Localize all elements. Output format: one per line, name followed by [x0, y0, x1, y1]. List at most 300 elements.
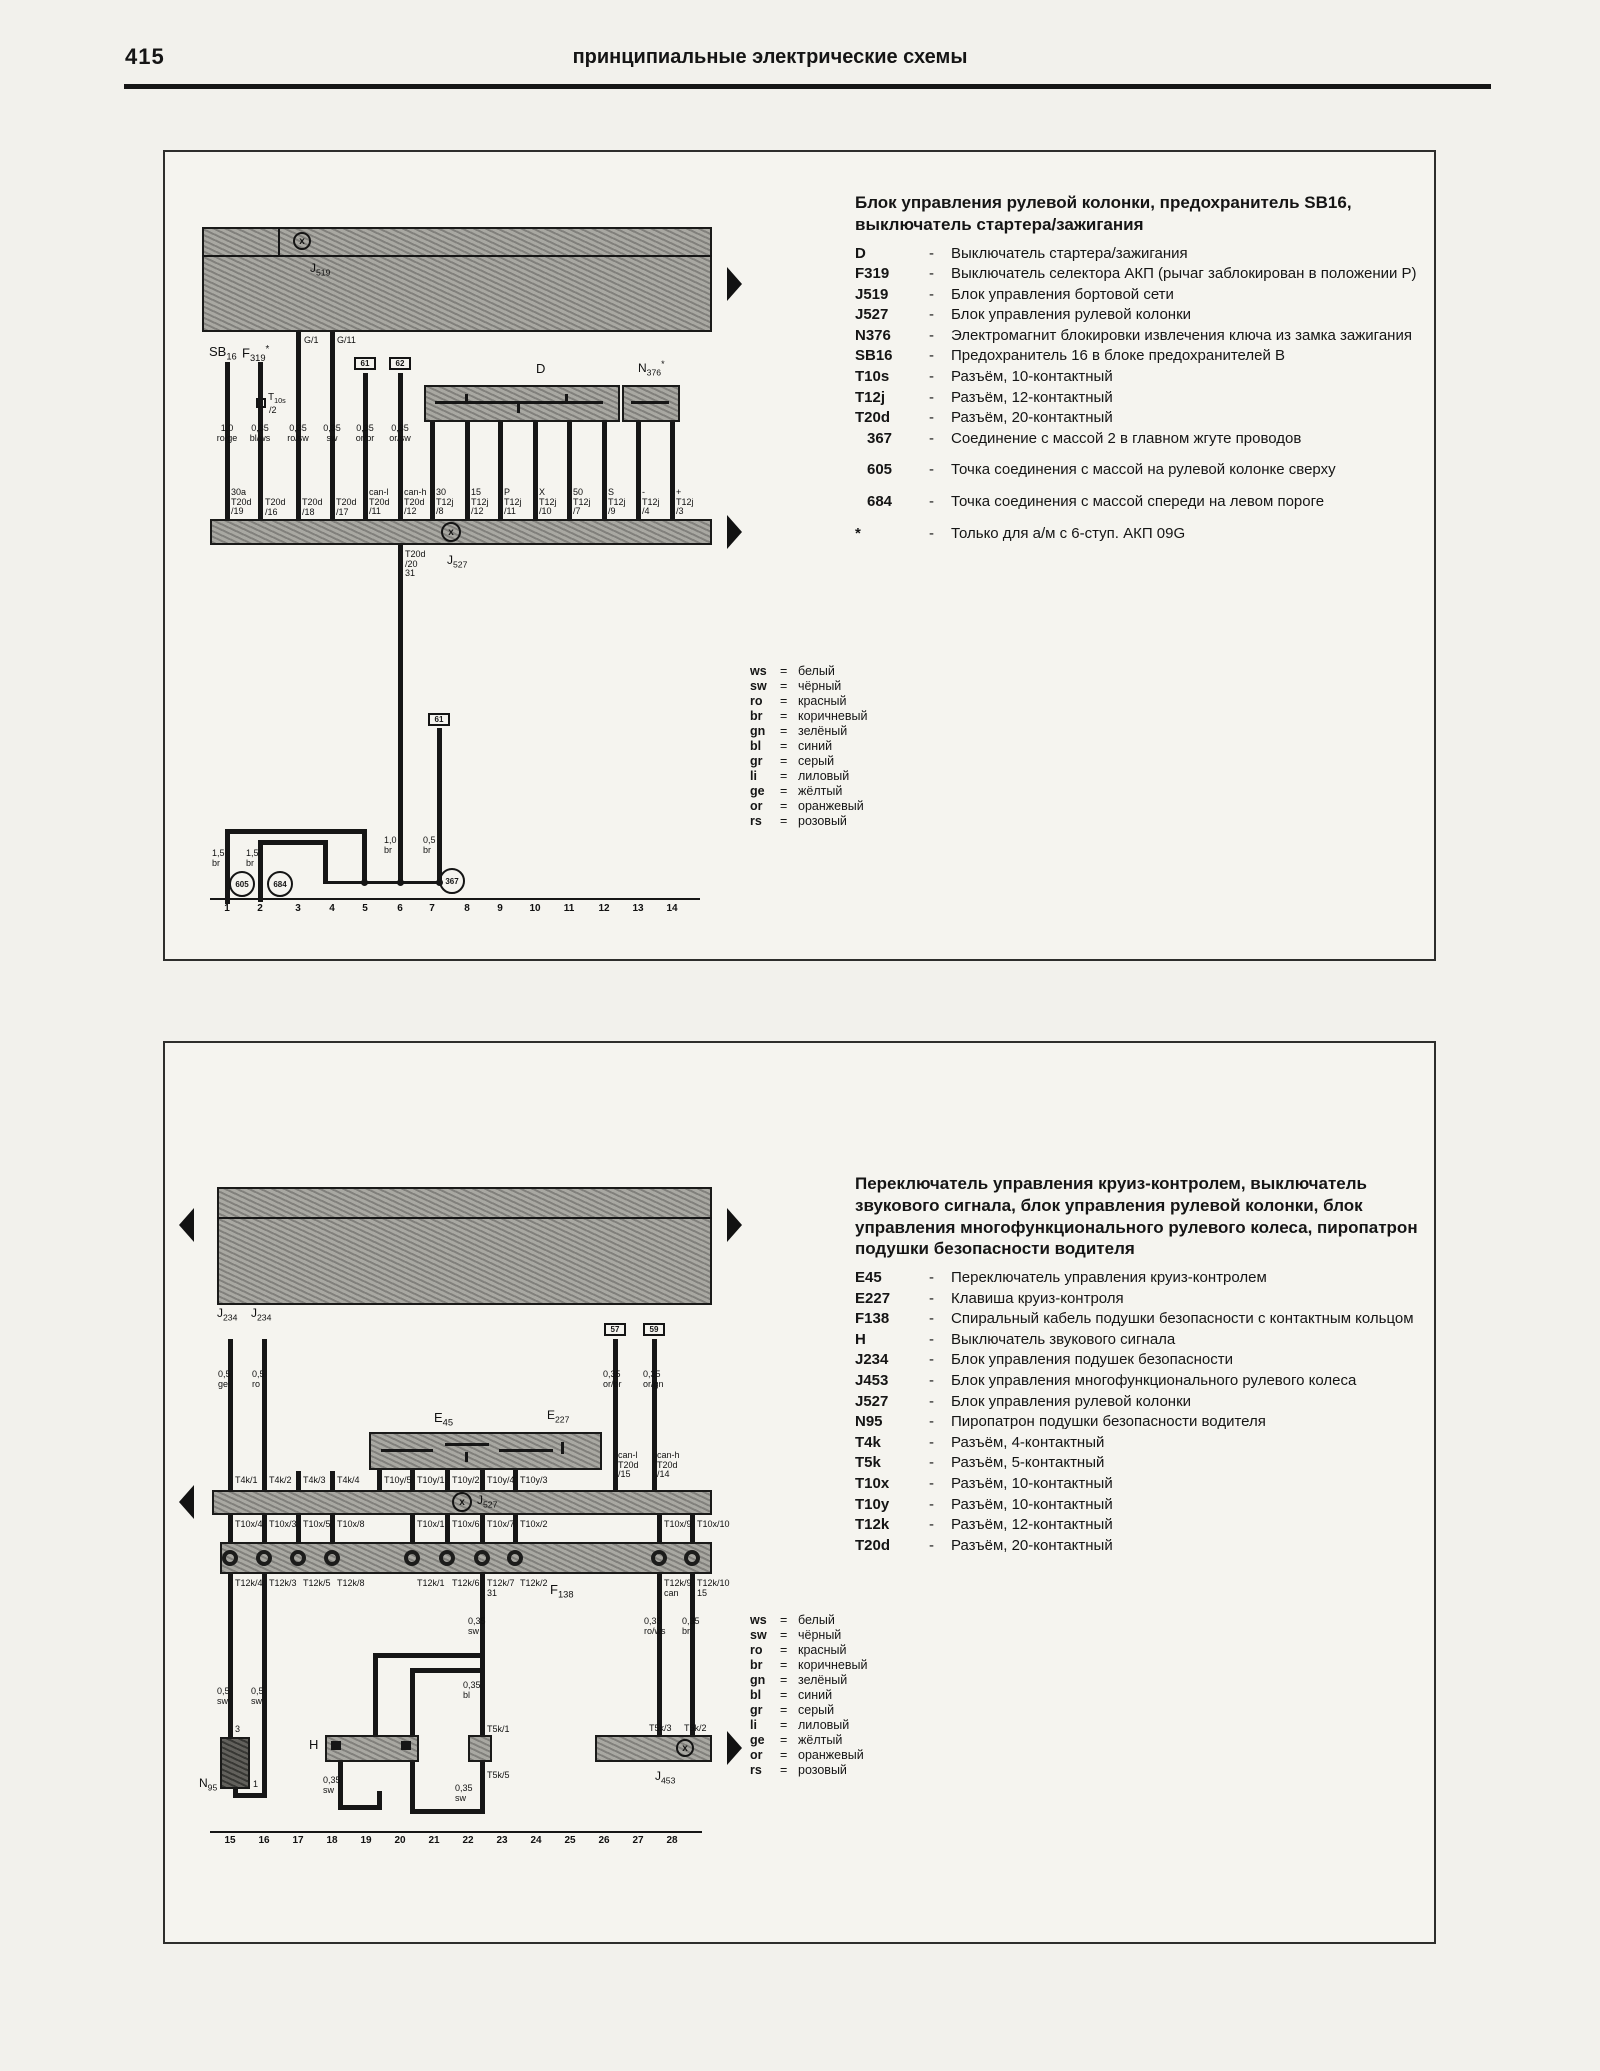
- slip-ring-icon: [290, 1550, 306, 1566]
- color-name: чёрный: [798, 1628, 842, 1642]
- color-code-eq: =: [780, 784, 788, 798]
- legend-item-dash: -: [929, 429, 934, 447]
- legend-item-code: H: [855, 1330, 866, 1348]
- color-code-eq: =: [780, 1763, 788, 1777]
- color-name: коричневый: [798, 1658, 868, 1672]
- ground-point: 605: [229, 871, 255, 897]
- track-number: 11: [563, 903, 575, 914]
- legend-item-dash: -: [929, 1269, 934, 1286]
- wire-label: T12k/2: [520, 1578, 548, 1588]
- wire-color-legend: [750, 664, 867, 829]
- legend-item-dash: -: [929, 1495, 934, 1513]
- component-label: $T_{10s}$: [268, 392, 286, 405]
- component-label: $SB_{16}$: [209, 344, 237, 362]
- slip-ring-icon: [684, 1550, 700, 1566]
- wire-label: 3: [235, 1724, 241, 1734]
- wire-label: T10y/1: [417, 1475, 445, 1485]
- j453-connector-block: [468, 1735, 492, 1762]
- wire-label: T10x/7: [487, 1519, 515, 1529]
- wire: [331, 1741, 341, 1750]
- component-label: $F_{319}^*$: [242, 344, 270, 363]
- wire-label: 0,5 br: [423, 835, 436, 855]
- color-code-row: [750, 724, 867, 739]
- legend-item-desc: Разъём, 4-контактный: [951, 1433, 1105, 1451]
- legend-item-dash: -: [929, 1536, 934, 1554]
- legend-item-desc: Разъём, 10-контактный: [951, 1474, 1113, 1492]
- wire-label: 0,35 sw: [455, 1783, 473, 1803]
- wire-label: 0,35 ro/ws: [644, 1616, 666, 1636]
- color-code-eq: =: [780, 739, 788, 753]
- wire: [465, 394, 468, 404]
- color-code: ws: [750, 1613, 767, 1627]
- track-number: 21: [428, 1835, 440, 1846]
- junction-dot: [436, 879, 443, 886]
- wire-label: T10x/1: [417, 1519, 445, 1529]
- color-code-eq: =: [780, 1673, 788, 1687]
- legend-item-code: T20d: [855, 409, 891, 427]
- wire: [258, 840, 328, 845]
- legend-item-desc: Разъём, 20-контактный: [951, 1536, 1113, 1554]
- legend-item-dash: -: [929, 306, 934, 324]
- color-code: ws: [750, 664, 767, 678]
- wire: [480, 1515, 485, 1542]
- legend-item-dash: -: [929, 265, 934, 283]
- color-name: розовый: [798, 1763, 847, 1777]
- wire: [410, 1809, 485, 1814]
- legend-item: [855, 461, 1440, 480]
- wire-label: T10y/4: [487, 1475, 515, 1485]
- color-code: sw: [750, 679, 767, 693]
- color-code-eq: =: [780, 754, 788, 768]
- color-name: синий: [798, 1688, 833, 1702]
- legend-item-dash: -: [929, 1310, 934, 1328]
- wire: [465, 1452, 468, 1462]
- legend-item-code: D: [855, 244, 866, 262]
- wire: [377, 1791, 382, 1810]
- legend-item-dash: -: [929, 409, 934, 427]
- junction-dot: [397, 879, 404, 886]
- wire-label: 1: [253, 1779, 259, 1789]
- wire: [561, 1442, 564, 1454]
- color-code: rs: [750, 1763, 762, 1777]
- slip-ring-icon: [404, 1550, 420, 1566]
- color-code: li: [750, 769, 757, 783]
- wire-label: T20d /16: [265, 497, 286, 517]
- color-code-eq: =: [780, 1718, 788, 1732]
- legend-item-desc: Переключатель управления круиз-контролем: [951, 1269, 1267, 1286]
- continuation-arrow-icon: [727, 515, 742, 549]
- schematic-panel-1: [163, 150, 1436, 961]
- legend-item-dash: -: [929, 1371, 934, 1389]
- color-code: gn: [750, 724, 766, 738]
- legend-item-dash: -: [929, 368, 934, 386]
- track-ref-box: 57: [604, 1323, 626, 1336]
- legend-item: [855, 1290, 1440, 1309]
- wire-label: 50 T12j /7: [573, 487, 591, 517]
- wire: [373, 1653, 485, 1658]
- legend-item-code: F138: [855, 1310, 890, 1328]
- color-name: чёрный: [798, 679, 842, 693]
- color-code-eq: =: [780, 694, 788, 708]
- wire: [228, 1574, 233, 1737]
- legend-item-desc: Разъём, 20-контактный: [951, 409, 1113, 427]
- wire: [228, 1339, 233, 1490]
- legend-item-desc: Соединение с массой 2 в главном жгуте проводов: [951, 429, 1302, 447]
- legend-item-code: E45: [855, 1269, 882, 1286]
- legend-item: [855, 409, 1440, 428]
- color-code-row: [750, 709, 867, 724]
- legend-item-dash: -: [929, 493, 934, 511]
- legend-item: [855, 1372, 1440, 1391]
- legend-item-desc: Выключатель селектора АКП (рычаг заблокирован в положении P): [951, 265, 1417, 283]
- wire: [325, 881, 439, 884]
- wire: [233, 1793, 267, 1798]
- legend-item-desc: Предохранитель 16 в блоке предохранителей B: [951, 347, 1286, 365]
- wire: [262, 1515, 267, 1542]
- legend-item-desc: Блок управления рулевой колонки: [951, 306, 1192, 324]
- color-name: лиловый: [798, 1718, 850, 1732]
- color-code-row: [750, 1763, 867, 1778]
- legend-item-code: T10s: [855, 368, 890, 386]
- legend-item-code: N376: [855, 326, 891, 344]
- component-label: $J_{453}$: [655, 1769, 676, 1786]
- legend-item: [855, 265, 1440, 284]
- legend-item-dash: -: [929, 326, 934, 344]
- component-label: D: [536, 361, 546, 376]
- legend-item-code: T10y: [855, 1495, 890, 1513]
- wire-label: can-l T20d /11: [369, 487, 390, 517]
- legend-item-desc: Пиропатрон подушки безопасности водителя: [951, 1413, 1266, 1431]
- track-number: 20: [394, 1835, 406, 1846]
- legend-item-dash: -: [929, 1289, 934, 1307]
- wire: [445, 1470, 450, 1490]
- wire-label: S T12j /9: [608, 487, 626, 517]
- wire-label: T20d /18: [302, 497, 323, 517]
- color-code: li: [750, 1718, 757, 1732]
- legend-item-desc: Электромагнит блокировки извлечения ключа из замка зажигания: [951, 326, 1412, 344]
- track-number: 25: [564, 1835, 576, 1846]
- legend-item-desc: Разъём, 12-контактный: [951, 388, 1113, 406]
- wire: [445, 1443, 489, 1446]
- legend-item-desc: Выключатель стартера/зажигания: [951, 244, 1188, 262]
- wire-label: 0,35 or/gn: [643, 1369, 664, 1389]
- color-code-row: [750, 679, 867, 694]
- wire-label: T5k/3: [649, 1723, 672, 1733]
- legend-item-dash: -: [929, 285, 934, 303]
- track-number: 13: [632, 903, 644, 914]
- wire: [445, 1515, 450, 1542]
- color-code: ro: [750, 694, 763, 708]
- legend-item-dash: -: [929, 1516, 934, 1534]
- color-code-eq: =: [780, 1643, 788, 1657]
- wire: [670, 422, 675, 519]
- continuation-arrow-icon: [727, 1208, 742, 1242]
- color-name: коричневый: [798, 709, 868, 723]
- color-code: bl: [750, 739, 762, 753]
- wire: [262, 1339, 267, 1490]
- wire: [210, 1831, 702, 1833]
- legend-item: [855, 1310, 1440, 1329]
- wire: [430, 422, 435, 519]
- legend-item-desc: Разъём, 10-контактный: [951, 368, 1113, 386]
- color-code-eq: =: [780, 1628, 788, 1642]
- legend-items: [855, 1269, 1440, 1555]
- legend-item-dash: -: [929, 1413, 934, 1431]
- wire-label: 15 T12j /12: [471, 487, 489, 517]
- color-code-row: [750, 1658, 867, 1673]
- wire-label: T5k/1: [487, 1724, 510, 1734]
- legend-item-desc: Блок управления рулевой колонки: [951, 1392, 1192, 1410]
- wire-label: + T12j /3: [676, 487, 694, 517]
- wire-label: 30a T20d /19: [231, 487, 252, 517]
- legend-item-dash: -: [929, 1330, 934, 1348]
- track-number: 2: [257, 903, 263, 914]
- color-code-row: [750, 1673, 867, 1688]
- color-code-row: [750, 739, 867, 754]
- wire-label: T10x/10: [697, 1519, 730, 1529]
- n95-igniter: [220, 1737, 250, 1789]
- component-label: $J_{519}$: [310, 261, 331, 278]
- legend-item-desc: Точка соединения с массой на рулевой колонке сверху: [951, 461, 1336, 479]
- legend-item-dash: -: [929, 1454, 934, 1472]
- legend-item-desc: Блок управления бортовой сети: [951, 285, 1174, 303]
- color-code-eq: =: [780, 1733, 788, 1747]
- junction-dot: [361, 879, 368, 886]
- legend-item-dash: -: [929, 388, 934, 406]
- track-number: 23: [496, 1835, 508, 1846]
- wire-label: 0,35 ro/sw: [287, 423, 309, 443]
- component-label: H: [309, 1737, 319, 1752]
- track-number: 7: [429, 903, 435, 914]
- legend-item-desc: Разъём, 10-контактный: [951, 1495, 1113, 1513]
- wire-label: T12k/1: [417, 1578, 445, 1588]
- wire: [480, 1762, 485, 1814]
- color-name: серый: [798, 754, 835, 768]
- legend-item-desc: Точка соединения с массой спереди на левом пороге: [951, 493, 1325, 511]
- wire-label: 0,35 sw: [323, 423, 341, 443]
- continuation-arrow-icon: [179, 1485, 194, 1519]
- wire: [373, 1653, 378, 1735]
- legend-item-code: F319: [855, 265, 890, 283]
- slip-ring-icon: [256, 1550, 272, 1566]
- wire-label: 0,35 bl/ws: [249, 423, 271, 443]
- legend-item-dash: -: [929, 461, 934, 479]
- wire-label: can-l T20d /15: [618, 1450, 639, 1480]
- track-number: 8: [464, 903, 470, 914]
- legend-item: [855, 1351, 1440, 1370]
- legend-item-code: 684: [867, 493, 893, 511]
- color-code-row: [750, 754, 867, 769]
- color-name: белый: [798, 664, 835, 678]
- color-name: жёлтый: [798, 784, 843, 798]
- legend-item-code: N95: [855, 1413, 883, 1431]
- component-label: $J_{527}$: [477, 1493, 498, 1510]
- wire: [631, 401, 669, 404]
- legend-item-code: T12k: [855, 1516, 890, 1534]
- wire-label: T4k/1: [235, 1475, 258, 1485]
- legend-item: [855, 347, 1440, 366]
- track-number: 10: [529, 903, 541, 914]
- legend-item: [855, 368, 1440, 387]
- wire-label: G/11: [337, 335, 356, 345]
- wire-label: 0,35 or/sw: [389, 423, 411, 443]
- legend-item-desc: Блок управления подушек безопасности: [951, 1351, 1233, 1369]
- harness-block: [217, 1187, 712, 1305]
- wire-label: /2: [269, 405, 277, 415]
- legend-item-dash: -: [929, 244, 934, 262]
- track-ref-box: 62: [389, 357, 411, 370]
- wire-label: T12k/4: [235, 1578, 263, 1588]
- legend-item: [855, 1393, 1440, 1412]
- color-code-row: [750, 1643, 867, 1658]
- legend-item-desc: Разъём, 12-контактный: [951, 1516, 1113, 1534]
- component-label: $N_{376}^*$: [638, 359, 665, 378]
- wire-label: T10y/2: [452, 1475, 480, 1485]
- wire: [657, 1574, 662, 1735]
- continuation-arrow-icon: [727, 1731, 742, 1765]
- legend-item: [855, 525, 1440, 544]
- wire-label: P T12j /11: [504, 487, 522, 517]
- wire-label: T12k/3: [269, 1578, 297, 1588]
- ground-point: 367: [439, 868, 465, 894]
- legend-item-code: T12j: [855, 388, 886, 406]
- slip-ring-icon: [324, 1550, 340, 1566]
- color-name: красный: [798, 694, 847, 708]
- wire: [258, 840, 263, 902]
- legend-item-desc: Выключатель звукового сигнала: [951, 1330, 1176, 1348]
- j527-bus: [210, 519, 712, 545]
- wire: [567, 422, 572, 519]
- track-number: 4: [329, 903, 335, 914]
- legend-item-code: E227: [855, 1289, 891, 1307]
- ground-symbol-icon: x: [293, 232, 311, 250]
- color-name: лиловый: [798, 769, 850, 783]
- wire-label: 1,0 br: [384, 835, 397, 855]
- wire-label: T10x/9: [664, 1519, 692, 1529]
- wire-label: 0,35 br: [682, 1616, 700, 1636]
- wire: [398, 545, 403, 882]
- wire: [602, 422, 607, 519]
- legend-item: [855, 1475, 1440, 1494]
- track-number: 17: [292, 1835, 304, 1846]
- color-code-row: [750, 664, 867, 679]
- wire-label: T12k/10 15: [697, 1578, 730, 1598]
- wire: [636, 422, 641, 519]
- wire-label: 0,5 sw: [251, 1686, 264, 1706]
- wire: [398, 373, 403, 519]
- track-number: 14: [666, 903, 678, 914]
- color-name: серый: [798, 1703, 835, 1717]
- wire: [377, 1470, 382, 1490]
- legend-title: Блок управления рулевой колонки, предохранитель SB16, выключатель стартера/зажигания: [855, 193, 1352, 234]
- legend-item-code: J453: [855, 1371, 889, 1389]
- wire: [437, 728, 442, 882]
- color-code: rs: [750, 814, 762, 828]
- component-label: $J_{234}$: [217, 1306, 238, 1323]
- track-number: 19: [360, 1835, 372, 1846]
- color-code: gr: [750, 1703, 763, 1717]
- track-number: 9: [497, 903, 503, 914]
- legend-item: [855, 389, 1440, 408]
- wire-label: T20d /20 31: [405, 549, 426, 579]
- track-ref-box: 61: [354, 357, 376, 370]
- wire-label: T20d /17: [336, 497, 357, 517]
- legend-item-code: SB16: [855, 347, 893, 365]
- track-number: 12: [598, 903, 610, 914]
- color-code-eq: =: [780, 724, 788, 738]
- color-code-row: [750, 1703, 867, 1718]
- wire-label: T12k/6: [452, 1578, 480, 1588]
- track-number: 5: [362, 903, 368, 914]
- ground-point: 684: [267, 871, 293, 897]
- wire: [217, 1217, 712, 1219]
- legend-item-code: J519: [855, 285, 889, 303]
- color-code-eq: =: [780, 1613, 788, 1627]
- track-number: 16: [258, 1835, 270, 1846]
- wire-label: 1,5 br: [246, 848, 259, 868]
- wire-label: T12k/9 can: [664, 1578, 692, 1598]
- legend-item: [855, 327, 1440, 346]
- color-name: белый: [798, 1613, 835, 1627]
- wire: [499, 1449, 553, 1452]
- color-code: ro: [750, 1643, 763, 1657]
- page-header-title: принципиальные электрические схемы: [572, 46, 968, 68]
- color-code-eq: =: [780, 664, 788, 678]
- slip-ring-icon: [474, 1550, 490, 1566]
- wire-label: T12k/7 31: [487, 1578, 515, 1598]
- color-code-eq: =: [780, 1748, 788, 1762]
- component-label: $N_{95}$: [199, 1776, 218, 1793]
- wire-label: G/1: [304, 335, 319, 345]
- wire: [338, 1805, 382, 1810]
- legend-item-code: 367: [867, 429, 893, 447]
- j453-block: [595, 1735, 712, 1762]
- color-name: оранжевый: [798, 799, 864, 813]
- wire-label: T10y/5: [384, 1475, 412, 1485]
- component-label: $J_{527}$: [447, 553, 468, 570]
- wire-label: T4k/2: [269, 1475, 292, 1485]
- color-name: жёлтый: [798, 1733, 843, 1747]
- wire: [225, 829, 230, 904]
- wire-label: T10y/3: [520, 1475, 548, 1485]
- color-code-eq: =: [780, 709, 788, 723]
- color-code-row: [750, 1613, 867, 1628]
- track-number: 15: [224, 1835, 236, 1846]
- wire: [517, 401, 520, 413]
- legend-item: [855, 245, 1440, 264]
- color-code-eq: =: [780, 679, 788, 693]
- color-code: gn: [750, 1673, 766, 1687]
- wire-label: can-h T20d /12: [404, 487, 427, 517]
- wire: [410, 1515, 415, 1542]
- wire-label: 1,5 br: [212, 848, 225, 868]
- track-number: 26: [598, 1835, 610, 1846]
- color-code-row: [750, 1748, 867, 1763]
- legend-item: [855, 1331, 1440, 1350]
- legend-item-desc: Только для а/м с 6-ступ. АКП 09G: [951, 524, 1186, 542]
- legend-item-desc: Клавиша круиз-контроля: [951, 1289, 1124, 1307]
- wire: [533, 422, 538, 519]
- track-ref-box: 61: [428, 713, 450, 726]
- color-name: красный: [798, 1643, 847, 1657]
- slip-ring-icon: [439, 1550, 455, 1566]
- wire: [296, 1515, 301, 1542]
- wire-label: - T12j /4: [642, 487, 660, 517]
- color-code-row: [750, 784, 867, 799]
- wire-label: T5k/5: [487, 1770, 510, 1780]
- wire: [362, 829, 367, 884]
- legend-item-dash: -: [929, 347, 934, 365]
